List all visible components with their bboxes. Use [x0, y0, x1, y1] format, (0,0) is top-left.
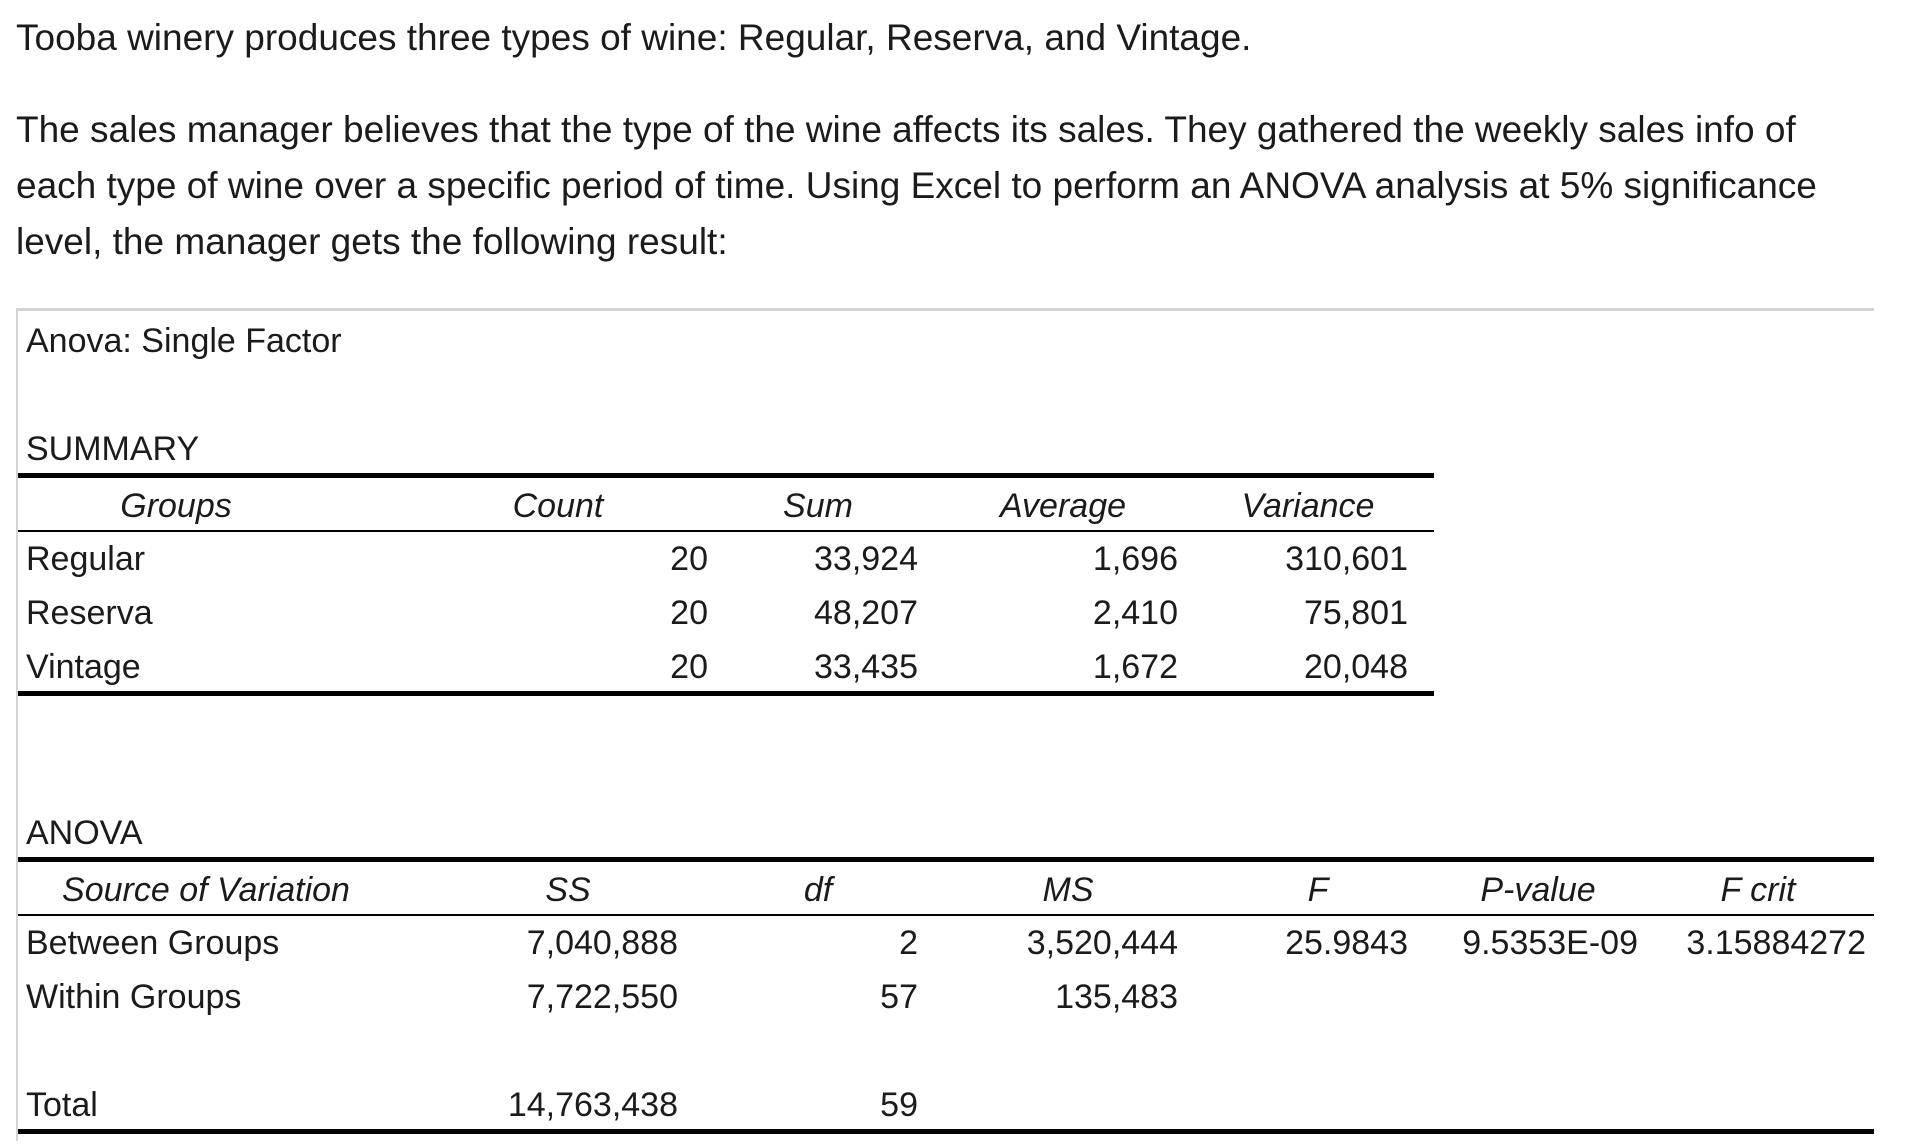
anova-header-rule	[18, 914, 1874, 916]
intro-paragraph: The sales manager believes that the type of the wine affects its sales. They gathered the weekly sales info of each type of wine over a specific period of time. Using Excel to perform an ANOVA analysis at 5% significance level, the manager gets the following result:	[16, 109, 1817, 262]
summary-row-group: Regular	[26, 540, 146, 578]
summary-row-sum: 48,207	[814, 594, 918, 632]
anova-source-between: Between Groups	[26, 924, 280, 962]
anova-source-total: Total	[26, 1086, 98, 1124]
summary-header-groups: Groups	[120, 487, 232, 525]
anova-ss-total: 14,763,438	[507, 1086, 678, 1124]
anova-header-df: df	[803, 871, 833, 909]
summary-row-count: 20	[670, 648, 708, 686]
summary-row-count: 20	[670, 594, 708, 632]
anova-df-total: 59	[880, 1086, 918, 1124]
anova-f-between: 25.9843	[1285, 924, 1408, 962]
excel-output	[16, 308, 1874, 1141]
problem-text	[16, 10, 1876, 270]
summary-top-rule	[18, 473, 1434, 478]
summary-label: SUMMARY	[26, 430, 200, 468]
anova-ms-between: 3,520,444	[1026, 924, 1178, 962]
summary-row-group: Reserva	[26, 594, 153, 632]
anova-header-f: F	[1307, 871, 1329, 909]
anova-source-within: Within Groups	[26, 978, 242, 1016]
summary-row-variance: 75,801	[1304, 594, 1408, 632]
summary-row-count: 20	[670, 540, 708, 578]
summary-row-average: 2,410	[1092, 594, 1178, 632]
summary-row-group: Vintage	[26, 648, 141, 686]
summary-bottom-rule	[18, 691, 1434, 696]
summary-row-variance: 310,601	[1285, 540, 1408, 578]
summary-header-average: Average	[999, 487, 1127, 525]
anova-fcrit-between: 3.15884272	[1686, 924, 1866, 962]
anova-header-pvalue: P-value	[1480, 871, 1596, 909]
summary-header-variance: Variance	[1241, 487, 1375, 525]
summary-header-sum: Sum	[783, 487, 853, 525]
anova-bottom-rule	[18, 1129, 1874, 1134]
anova-ss-within: 7,722,550	[526, 978, 678, 1016]
summary-header-rule	[18, 530, 1434, 532]
summary-row-average: 1,672	[1092, 648, 1178, 686]
anova-ss-between: 7,040,888	[526, 924, 678, 962]
summary-row-sum: 33,435	[814, 648, 918, 686]
summary-row-average: 1,696	[1092, 540, 1178, 578]
intro-line: Tooba winery produces three types of wine: Regular, Reserva, and Vintage.	[16, 17, 1252, 58]
summary-row-variance: 20,048	[1304, 648, 1408, 686]
anova-df-between: 2	[899, 924, 918, 962]
summary-row-sum: 33,924	[814, 540, 918, 578]
anova-header-ms: MS	[1042, 871, 1094, 909]
anova-df-within: 57	[880, 978, 918, 1016]
anova-ms-within: 135,483	[1055, 978, 1178, 1016]
anova-header-source: Source of Variation	[62, 871, 350, 909]
anova-title: Anova: Single Factor	[26, 322, 342, 360]
anova-pvalue-between: 9.5353E-09	[1462, 924, 1638, 962]
anova-header-ss: SS	[545, 871, 591, 909]
anova-top-rule	[18, 857, 1874, 862]
summary-header-count: Count	[512, 487, 604, 525]
anova-label: ANOVA	[26, 814, 143, 852]
anova-header-fcrit: F crit	[1720, 871, 1796, 909]
